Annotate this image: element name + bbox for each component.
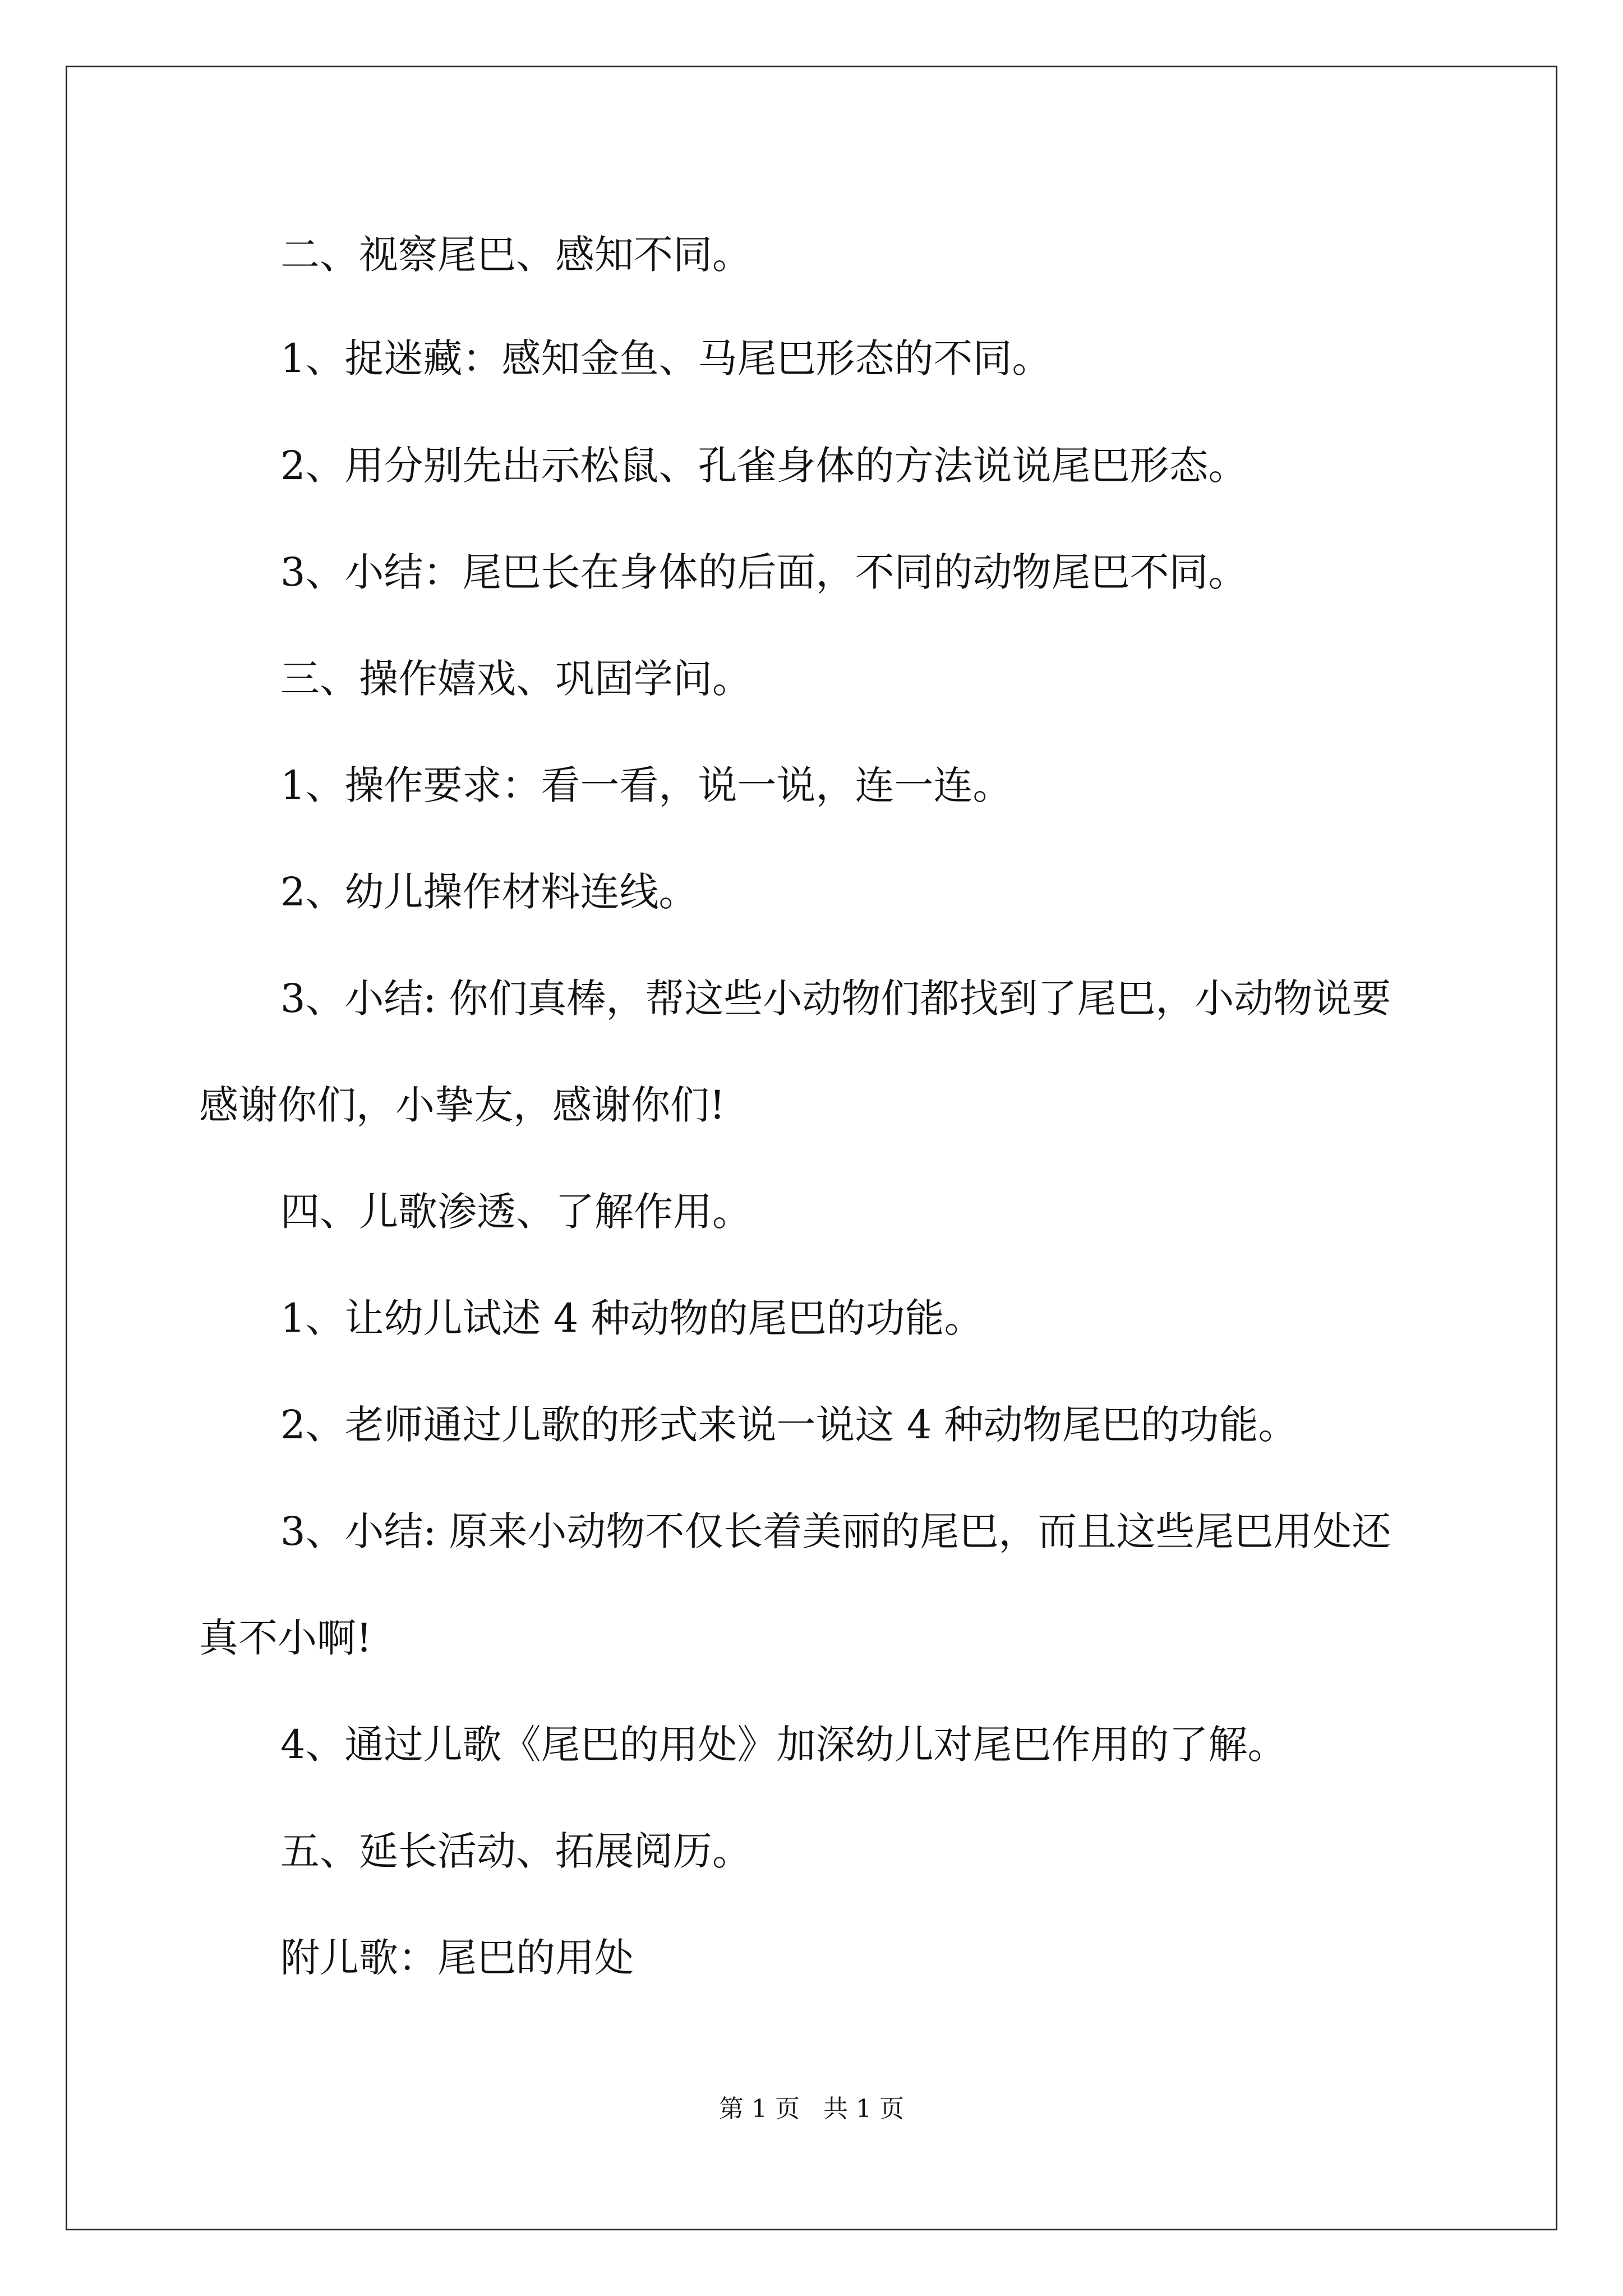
paragraph-12-continued: 真不小啊! — [199, 1615, 372, 1661]
paragraph-2: 1、捉迷藏：感知金鱼、马尾巴形态的不同。 — [280, 335, 1052, 381]
paragraph-8-continued: 感谢你们，小挚友，感谢你们! — [199, 1082, 726, 1128]
paragraph-4: 3、小结：尾巴长在身体的后面，不同的动物尾巴不同。 — [280, 549, 1248, 595]
paragraph-5: 三、操作嬉戏、巩固学问。 — [280, 656, 751, 702]
paragraph-6: 1、操作要求：看一看，说一说，连一连。 — [280, 762, 1012, 808]
paragraph-12: 3、小结: 原来小动物不仅长着美丽的尾巴，而且这些尾巴用处还 — [280, 1508, 1391, 1554]
paragraph-15: 附儿歌：尾巴的用处 — [280, 1935, 634, 1981]
paragraph-7: 2、幼儿操作材料连线。 — [280, 869, 698, 915]
page-border — [66, 66, 1557, 2230]
paragraph-11: 2、老师通过儿歌的形式来说一说这 4 种动物尾巴的功能。 — [280, 1402, 1298, 1448]
paragraph-8: 3、小结: 你们真棒，帮这些小动物们都找到了尾巴，小动物说要 — [280, 976, 1391, 1022]
paragraph-3: 2、用分别先出示松鼠、孔雀身体的方法说说尾巴形态。 — [280, 443, 1248, 489]
paragraph-1: 二、视察尾巴、感知不同。 — [280, 232, 751, 278]
paragraph-9: 四、儿歌渗透、了解作用。 — [280, 1189, 751, 1235]
paragraph-10: 1、让幼儿试述 4 种动物的尾巴的功能。 — [280, 1295, 984, 1341]
paragraph-13: 4、通过儿歌《尾巴的用处》加深幼儿对尾巴作用的了解。 — [280, 1722, 1287, 1768]
paragraph-14: 五、延长活动、拓展阅历。 — [280, 1828, 751, 1874]
page-footer: 第 1 页 共 1 页 — [719, 2095, 904, 2123]
